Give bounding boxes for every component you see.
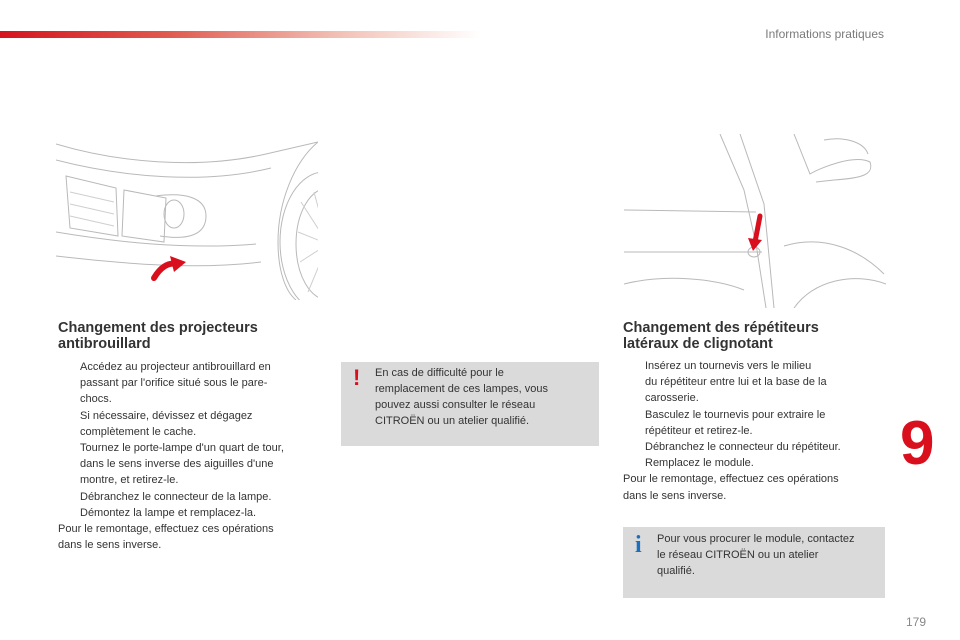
reassembly-note: dans le sens inverse. [58, 539, 162, 552]
warning-line: remplacement de ces lampes, vous [375, 383, 549, 395]
info-line: qualifié. [657, 565, 695, 577]
reassembly-note: Pour le remontage, effectuez ces opérations [58, 523, 274, 536]
instruction-line: chocs. [80, 393, 112, 406]
reassembly-note: dans le sens inverse. [623, 489, 727, 502]
repeater-instructions [623, 358, 885, 504]
instruction-line: répétiteur et retirez-le. [645, 424, 753, 437]
instruction-step: Basculez le tournevis pour extraire le [645, 408, 826, 421]
instruction-step: Démontez la lampe et remplacez-la. [80, 506, 257, 519]
fog-lamp-illustration [56, 132, 318, 300]
page-header-title: Informations pratiques [765, 27, 884, 41]
chapter-number: 9 [900, 409, 935, 478]
title-line: Changement des répétiteurs [623, 320, 819, 336]
instruction-line: complètement le cache. [80, 425, 197, 438]
header-accent-bar [0, 31, 480, 38]
instruction-line: montre, et retirez-le. [80, 474, 179, 487]
info-line: le réseau CITROËN ou un atelier [657, 549, 819, 561]
warning-line: CITROËN ou un atelier qualifié. [375, 415, 530, 427]
repeater-section-title [623, 320, 819, 352]
instruction-step: Tournez le porte-lampe d'un quart de tour, [80, 442, 284, 455]
instruction-step: Débranchez le connecteur de la lampe. [80, 490, 272, 503]
instruction-line: dans le sens inverse des aiguilles d'une [80, 458, 274, 471]
instruction-step: Accédez au projecteur antibrouillard en [80, 361, 271, 373]
info-icon: i [635, 532, 642, 558]
title-line: Changement des projecteurs [58, 320, 258, 336]
side-repeater-illustration [624, 134, 886, 308]
instruction-line: du répétiteur entre lui et la base de la [645, 376, 827, 389]
info-line: Pour vous procurer le module, contactez [657, 533, 855, 545]
warning-icon: ! [353, 365, 361, 390]
fog-lamp-section-title [58, 320, 258, 352]
instruction-step: Remplacez le module. [645, 457, 754, 470]
arrow-icon [154, 256, 186, 278]
instruction-step: Débranchez le connecteur du répétiteur. [645, 441, 841, 454]
warning-notice [341, 362, 599, 446]
instruction-line: carosserie. [645, 392, 699, 405]
arrow-icon [748, 216, 762, 251]
fog-lamp-instructions [58, 359, 320, 553]
reassembly-note: Pour le remontage, effectuez ces opérations [623, 473, 839, 486]
warning-line: pouvez aussi consulter le réseau [375, 399, 536, 411]
instruction-line: Si nécessaire, dévissez et dégagez [80, 409, 253, 422]
info-notice [623, 527, 885, 598]
instruction-step: Insérez un tournevis vers le milieu [645, 360, 812, 372]
title-line: latéraux de clignotant [623, 336, 773, 352]
warning-line: En cas de difficulté pour le [375, 367, 504, 379]
title-line: antibrouillard [58, 336, 151, 352]
instruction-line: passant par l'orifice situé sous le pare- [80, 377, 268, 390]
page-number: 179 [906, 615, 927, 629]
